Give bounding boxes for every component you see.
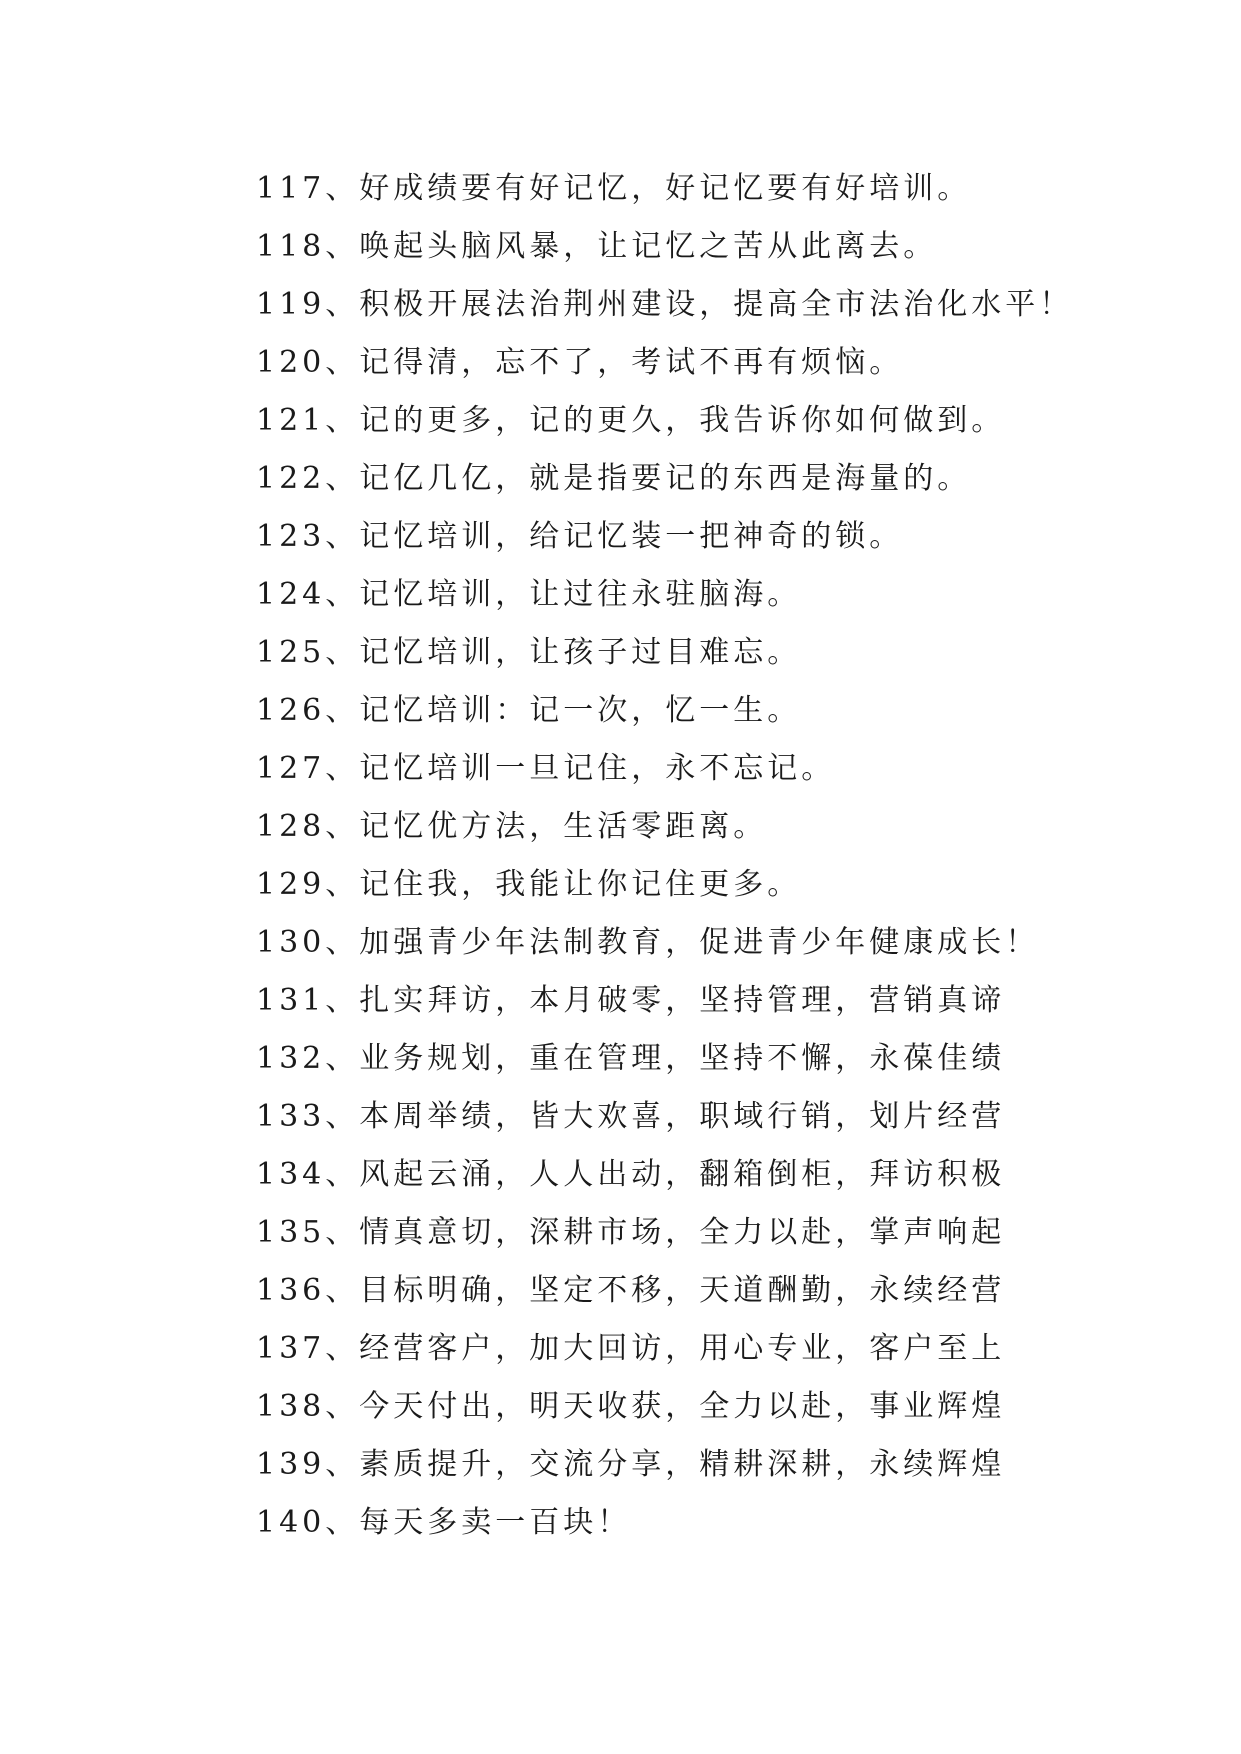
list-item: 118、唤起头脑风暴，让记忆之苦从此离去。 <box>256 229 938 264</box>
slogan-list <box>256 160 1073 1552</box>
list-item: 140、每天多卖一百块！ <box>256 1505 632 1540</box>
list-item: 127、记忆培训一旦记住，永不忘记。 <box>256 751 836 786</box>
list-item: 135、情真意切，深耕市场，全力以赴，掌声响起 <box>256 1215 1006 1250</box>
list-item: 132、业务规划，重在管理，坚持不懈，永葆佳绩 <box>256 1041 1006 1076</box>
list-item: 138、今天付出，明天收获，全力以赴，事业辉煌 <box>256 1389 1006 1424</box>
list-item: 128、记忆优方法，生活零距离。 <box>256 809 768 844</box>
list-item: 130、加强青少年法制教育，促进青少年健康成长！ <box>256 925 1040 960</box>
list-item: 133、本周举绩，皆大欢喜，职域行销，划片经营 <box>256 1099 1006 1134</box>
list-item: 124、记忆培训，让过往永驻脑海。 <box>256 577 802 612</box>
list-item: 134、风起云涌，人人出动，翻箱倒柜，拜访积极 <box>256 1157 1006 1192</box>
list-item: 137、经营客户，加大回访，用心专业，客户至上 <box>256 1331 1006 1366</box>
list-item: 123、记忆培训，给记忆装一把神奇的锁。 <box>256 519 904 554</box>
list-item: 131、扎实拜访，本月破零，坚持管理，营销真谛 <box>256 983 1006 1018</box>
list-item: 117、好成绩要有好记忆，好记忆要有好培训。 <box>256 171 972 206</box>
list-item: 129、记住我，我能让你记住更多。 <box>256 867 802 902</box>
list-item: 121、记的更多，记的更久，我告诉你如何做到。 <box>256 403 1006 438</box>
list-item: 119、积极开展法治荆州建设，提高全市法治化水平！ <box>256 287 1074 322</box>
list-item: 122、记亿几亿，就是指要记的东西是海量的。 <box>256 461 972 496</box>
list-item: 125、记忆培训，让孩子过目难忘。 <box>256 635 802 670</box>
list-item: 136、目标明确，坚定不移，天道酬勤，永续经营 <box>256 1273 1006 1308</box>
list-item: 139、素质提升，交流分享，精耕深耕，永续辉煌 <box>256 1447 1006 1482</box>
list-item: 120、记得清，忘不了，考试不再有烦恼。 <box>256 345 904 380</box>
list-item: 126、记忆培训：记一次，忆一生。 <box>256 693 802 728</box>
